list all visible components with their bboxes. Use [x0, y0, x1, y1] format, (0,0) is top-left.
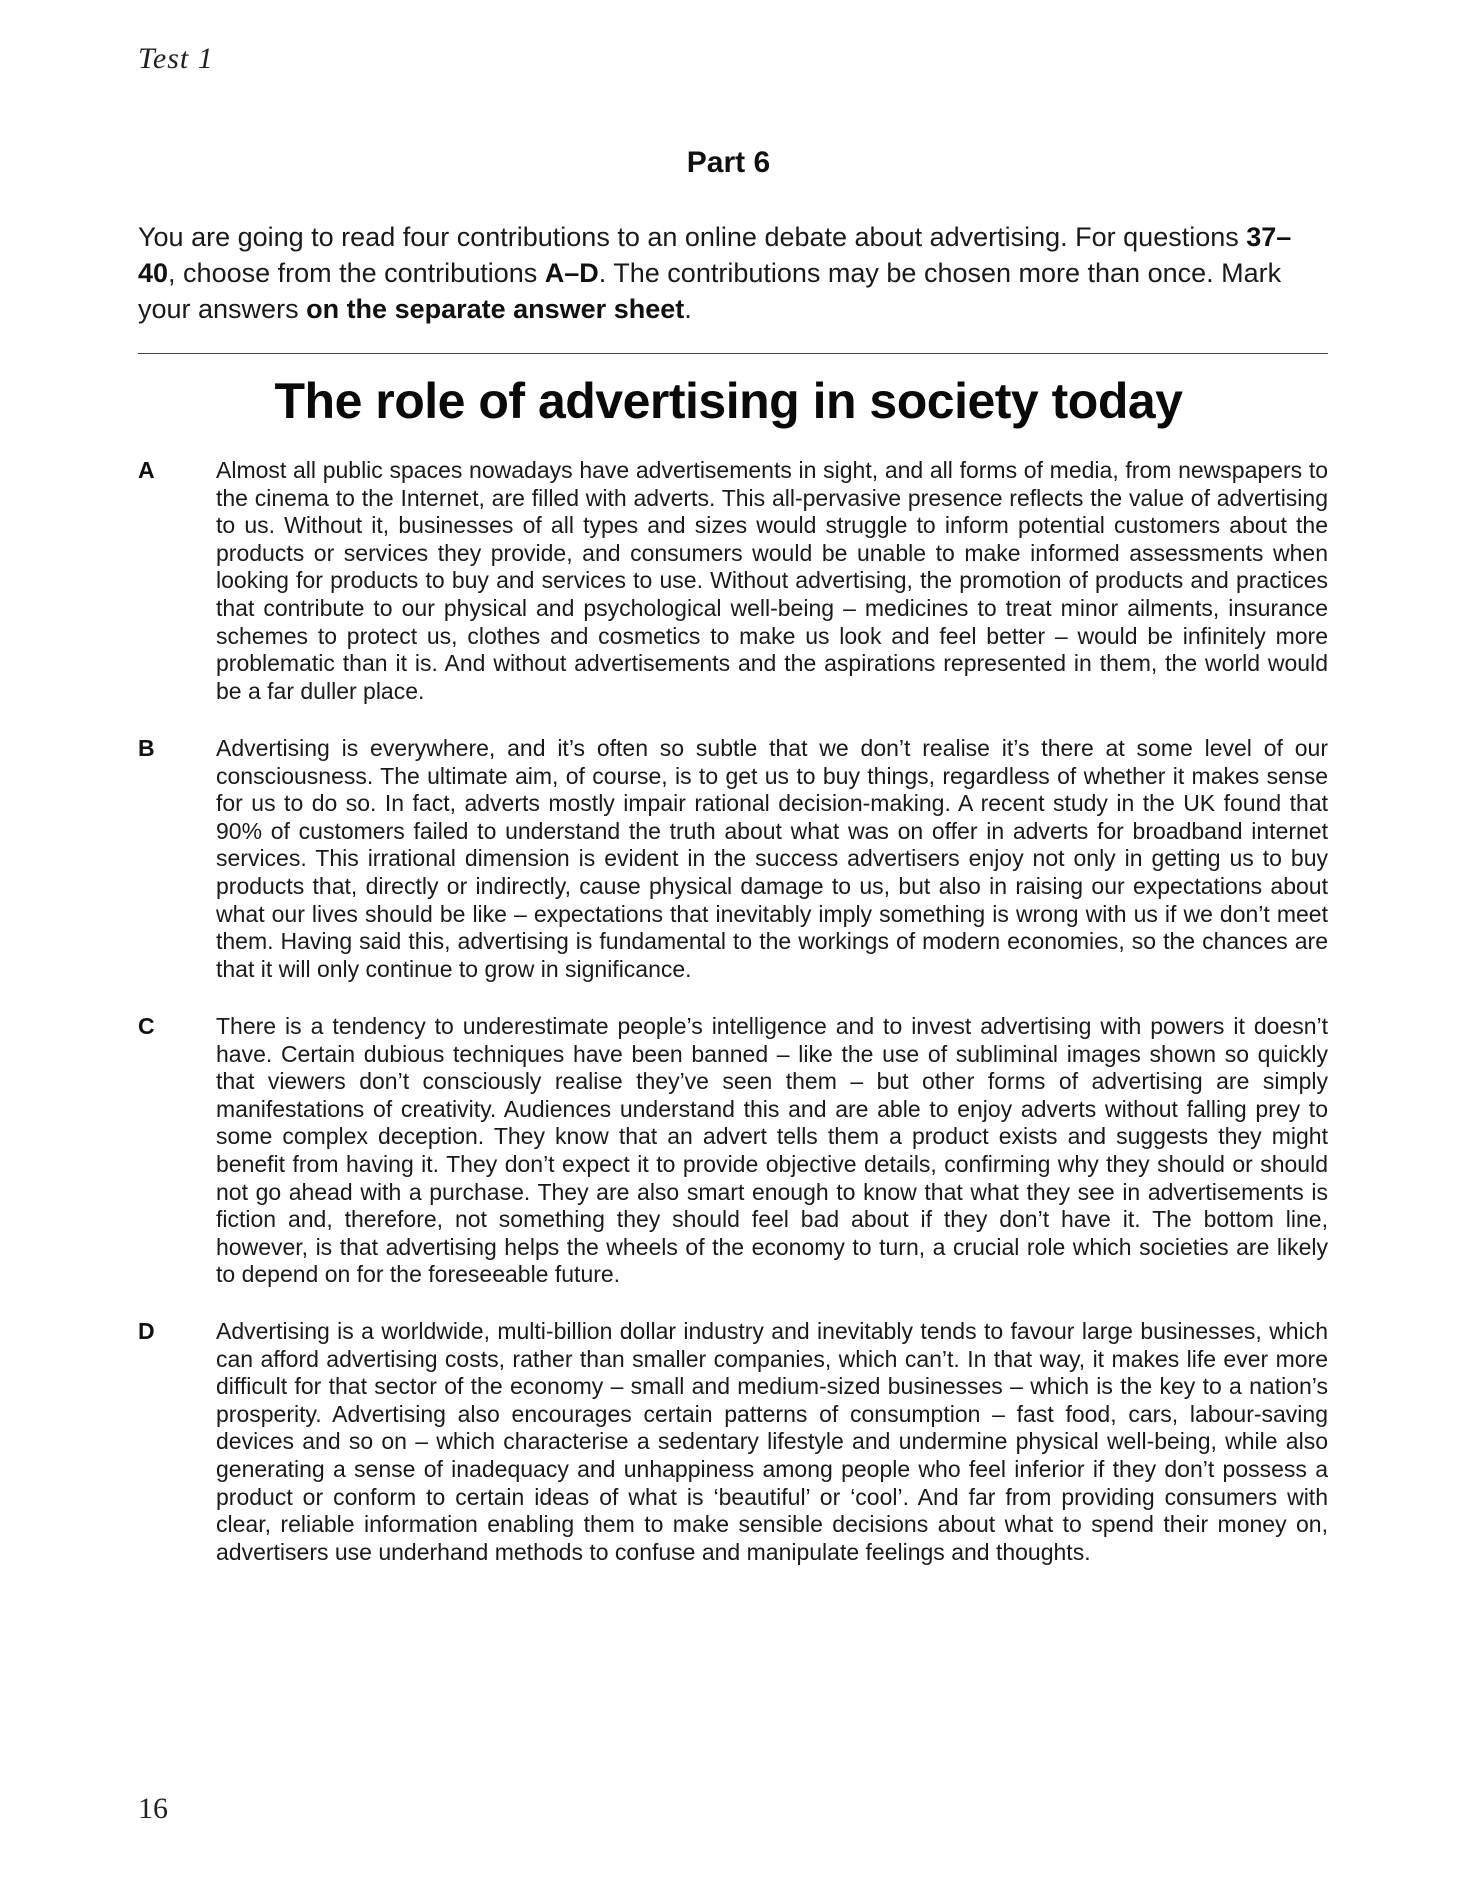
running-head: Test 1 — [138, 42, 214, 75]
contribution-letter: D — [138, 1318, 155, 1344]
instructions-text: You are going to read four contributions to an online debate about advertising. For questions — [138, 222, 1247, 252]
instructions — [138, 219, 1328, 327]
instructions-text: , choose from the contributions — [168, 258, 545, 288]
questions-range: 37–40 — [138, 222, 1292, 288]
part-title: Part 6 — [686, 146, 771, 179]
contribution-text: Advertising is everywhere, and it’s often so subtle that we don’t realise it’s there at some level of our consciousness. The ultimate aim, of course, is to get us to buy things, regardless of whether it makes sense for us to do so. In fact, adverts mostly impair rational decision-making. A recent study in the UK found that 90% of customers failed to understand the truth about what was on offer in adverts for broadband internet services. This irrational dimension is evident in the success advertisers enjoy not only in getting us to buy products that, directly or indirectly, cause physical damage to us, but also in raising our expectations about what our lives should be like – expectations that inevitably imply something is wrong with us if we don’t meet them. Having said this, advertising is fundamental to the workings of modern economies, so the chances are that it will only continue to grow in significance. — [216, 735, 1328, 982]
answer-sheet-note: on the separate answer sheet — [306, 294, 685, 324]
contribution-letter: A — [138, 457, 155, 483]
instructions-text: . The contributions may be chosen more than once. Mark your answers — [138, 258, 1282, 324]
contribution-text: There is a tendency to underestimate people’s intelligence and to invest advertising with powers it doesn’t have. Certain dubious techniques have been banned – like the use of subliminal images shown so quickly that viewers don’t consciously realise they’ve seen them – but other forms of advertising are simply manifestations of creativity. Audiences understand this and are able to enjoy adverts without falling prey to some complex deception. They know that an advert tells them a product exists and suggests they might benefit from having it. They don’t expect it to provide objective details, confirming why they should or should not go ahead with a purchase. They are also smart enough to know that what they see in advertisements is fiction and, therefore, not something they should feel bad about if they don’t have it. The bottom line, however, is that advertising helps the wheels of the economy to turn, a crucial role which societies are likely to depend on for the foreseeable future. — [216, 1013, 1328, 1288]
instructions-text: . — [684, 294, 692, 324]
contribution-text: Advertising is a worldwide, multi-billion dollar industry and inevitably tends to favour large businesses, which can afford advertising costs, rather than smaller companies, which can’t. In that way, it makes life ever more difficult for that sector of the economy – small and medium-sized businesses – which is the key to a nation’s prosperity. Advertising also encourages certain patterns of consumption – fast food, cars, labour-saving devices and so on – which characterise a sedentary lifestyle and undermine physical well-being, while also generating a sense of inadequacy and unhappiness among people who feel inferior if they don’t possess a product or conform to certain ideas of what is ‘beautiful’ or ‘cool’. And far from providing consumers with clear, reliable information enabling them to make sensible decisions about what to spend their money on, advertisers use underhand methods to confuse and manipulate feelings and thoughts. — [216, 1318, 1328, 1565]
page-number: 16 — [138, 1792, 168, 1825]
article-title: The role of advertising in society today — [274, 373, 1183, 429]
contribution-text: Almost all public spaces nowadays have advertisements in sight, and all forms of media, from newspapers to the cinema to the Internet, are filled with adverts. This all-pervasive presence reflects the value of advertising to us. Without it, businesses of all types and sizes would struggle to inform potential customers about the products or services they provide, and consumers would be unable to make informed assessments when looking for products to buy and services to use. Without advertising, the promotion of products and practices that contribute to our physical and psychological well-being – medicines to treat minor ailments, insurance schemes to protect us, clothes and cosmetics to make us look and feel better – would be infinitely more problematic than it is. And without advertisements and the aspirations represented in them, the world would be a far duller place. — [216, 457, 1328, 704]
contribution-letter: C — [138, 1013, 155, 1039]
options-range: A–D — [544, 258, 599, 288]
divider — [138, 353, 1328, 354]
contribution-letter: B — [138, 735, 155, 761]
